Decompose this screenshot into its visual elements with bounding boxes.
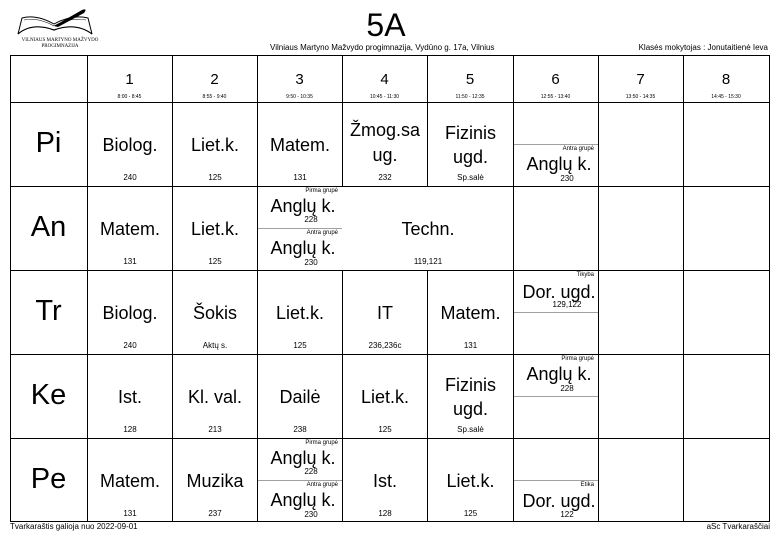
lesson-cell[interactable] [88, 271, 172, 354]
lesson-subject: ug. [372, 145, 398, 165]
lesson-cell[interactable] [258, 103, 342, 186]
lesson-cell[interactable] [428, 271, 513, 354]
column-divider [598, 55, 599, 521]
lesson-room: 238 [293, 425, 307, 434]
lesson-subject: Anglų k. [270, 238, 336, 258]
lesson-room: 122 [560, 510, 574, 519]
split-divider [514, 312, 598, 313]
lesson-room: 213 [208, 425, 222, 434]
lesson-group: Etika [580, 482, 594, 488]
lesson-room: 237 [208, 509, 222, 518]
lesson-room: 131 [123, 509, 137, 518]
period-time: 14:45 - 15:30 [711, 94, 741, 100]
lesson-subject: Matem. [440, 303, 501, 323]
lesson-room: 230 [304, 510, 318, 519]
period-time: 10:45 - 11:30 [369, 94, 400, 100]
lesson-room: 125 [378, 425, 392, 434]
period-time: 9:50 - 10:35 [286, 94, 313, 100]
lesson-subject: Muzika [186, 471, 244, 491]
period-number: 6 [551, 71, 560, 88]
lesson-cell[interactable] [258, 481, 342, 521]
lesson-subject: Anglų k. [526, 364, 592, 384]
class-title: 5A [366, 7, 406, 43]
lesson-subject: Dailė [279, 387, 321, 407]
lesson-room: 125 [463, 509, 478, 518]
class-teacher: Klasės mokytojas : Jonutaitienė Ieva [638, 43, 768, 52]
lesson-cell[interactable] [88, 439, 172, 521]
lesson-room: 228 [560, 384, 574, 393]
lesson-subject: Biolog. [102, 135, 158, 155]
lesson-cell[interactable] [258, 187, 342, 228]
period-time: 11:50 - 12:35 [455, 94, 485, 100]
lesson-room: 240 [123, 341, 137, 350]
school-address: Vilniaus Martyno Mažvydo progimnazija, Vydūno g. 17a, Vilnius [270, 43, 495, 52]
lesson-subject: Liet.k. [360, 387, 410, 407]
lesson-subject: Matem. [269, 135, 330, 155]
lesson-cell[interactable] [258, 355, 342, 438]
lesson-room: 119,121 [413, 257, 443, 266]
lesson-cell[interactable] [258, 229, 342, 270]
lesson-cell[interactable] [343, 355, 427, 438]
period-number: 3 [295, 71, 304, 88]
split-divider [514, 396, 598, 397]
lesson-cell[interactable] [428, 355, 513, 438]
lesson-room: 125 [208, 173, 222, 182]
grid-border-top [10, 55, 770, 56]
lesson-cell[interactable] [514, 355, 598, 396]
lesson-subject: Biolog. [102, 303, 158, 323]
lesson-cell[interactable] [343, 439, 427, 521]
period-number: 4 [380, 71, 389, 88]
lesson-cell[interactable] [343, 103, 427, 186]
lesson-subject: Anglų k. [526, 154, 592, 174]
lesson-room: 240 [123, 173, 137, 182]
period-number: 1 [125, 71, 134, 88]
lesson-subject: Šokis [192, 303, 237, 323]
lesson-room: 131 [293, 173, 307, 182]
lesson-subject: Ist. [117, 387, 142, 407]
lesson-cell[interactable] [343, 187, 513, 270]
lesson-room: 128 [123, 425, 137, 434]
lesson-subject: Liet.k. [446, 471, 495, 491]
validity-date: Tvarkaraštis galioja nuo 2022-09-01 [10, 522, 138, 531]
lesson-room: 128 [378, 509, 392, 518]
lesson-cell[interactable] [88, 103, 172, 186]
lesson-group: Antra grupė [306, 482, 338, 488]
lesson-group: Pirma grupė [561, 356, 594, 362]
generator-credit: aSc Tvarkaraščiai [706, 522, 770, 531]
lesson-room: 232 [378, 173, 392, 182]
lesson-subject: ugd. [452, 147, 489, 167]
lesson-group: Antra grupė [562, 146, 594, 152]
lesson-cell[interactable] [514, 481, 598, 521]
lesson-group: Tikyba [576, 272, 594, 278]
lesson-subject: Matem. [99, 471, 160, 491]
lesson-subject: ugd. [452, 399, 489, 419]
lesson-cell[interactable] [514, 145, 598, 186]
lesson-room: 131 [463, 341, 478, 350]
lesson-subject: Anglų k. [270, 448, 336, 468]
period-number: 5 [465, 71, 475, 88]
lesson-subject: IT [377, 303, 393, 323]
lesson-room: Aktų s. [202, 341, 228, 350]
day-label: Tr [35, 295, 62, 327]
lesson-subject: Liet.k. [190, 219, 240, 239]
period-number: 2 [210, 71, 219, 88]
lesson-subject: Liet.k. [190, 135, 240, 155]
lesson-subject: Fizinis [444, 123, 496, 143]
lesson-subject: Kl. val. [187, 387, 243, 407]
lesson-room: 129,122 [552, 300, 582, 309]
lesson-room: 131 [123, 257, 137, 266]
lesson-cell[interactable] [173, 439, 257, 521]
lesson-room: Sp.salė [457, 173, 484, 182]
column-divider [683, 55, 684, 521]
lesson-room: 125 [208, 257, 222, 266]
lesson-subject: Ist. [372, 471, 397, 491]
lesson-cell[interactable] [88, 187, 172, 270]
lesson-room: 230 [304, 258, 318, 267]
lesson-subject: Matem. [99, 219, 160, 239]
period-time: 8:00 - 8:45 [117, 94, 142, 100]
logo-text-line1: VILNIAUS MARTYNO MAŽVYDO [21, 38, 99, 43]
lesson-subject: Fizinis [444, 375, 496, 395]
lesson-cell[interactable] [428, 103, 513, 186]
lesson-cell[interactable] [428, 439, 513, 521]
lesson-room: 230 [560, 174, 574, 183]
period-number: 7 [636, 71, 645, 88]
grid-border-right [769, 55, 770, 521]
lesson-cell[interactable] [173, 355, 257, 438]
day-label: Ke [30, 379, 67, 411]
period-time: 8:55 - 9:40 [202, 94, 227, 100]
grid-border-left [10, 55, 11, 521]
lesson-room: 228 [304, 467, 318, 476]
lesson-room: Sp.salė [457, 425, 484, 434]
lesson-subject: Anglų k. [270, 490, 336, 510]
lesson-subject: Liet.k. [275, 303, 325, 323]
period-time: 13:50 - 14:35 [625, 94, 656, 100]
lesson-cell[interactable] [258, 439, 342, 480]
lesson-cell[interactable] [173, 103, 257, 186]
period-number: 8 [721, 71, 731, 88]
lesson-group: Pirma grupė [305, 440, 338, 446]
lesson-cell[interactable] [88, 355, 172, 438]
lesson-cell[interactable] [173, 187, 257, 270]
lesson-cell[interactable] [343, 271, 427, 354]
lesson-room: 228 [304, 215, 318, 224]
lesson-cell[interactable] [258, 271, 342, 354]
logo-text-line2: PROGIMNAZIJA [41, 44, 79, 49]
lesson-room: 125 [293, 341, 307, 350]
lesson-subject: Dor. ugd. [522, 491, 596, 511]
lesson-room: 236,236c [368, 341, 402, 350]
day-label: An [30, 211, 67, 243]
lesson-group: Pirma grupė [305, 188, 338, 194]
lesson-subject: Žmog.sa [349, 120, 421, 140]
lesson-subject: Dor. ugd. [522, 282, 596, 302]
lesson-group: Antra grupė [306, 230, 338, 236]
day-label: Pi [35, 127, 62, 159]
lesson-subject: Techn. [401, 219, 455, 239]
lesson-cell[interactable] [514, 271, 598, 312]
lesson-cell[interactable] [173, 271, 257, 354]
lesson-subject: Anglų k. [270, 196, 336, 216]
day-label: Pe [30, 463, 67, 495]
period-time: 12:55 - 13:40 [540, 94, 571, 100]
